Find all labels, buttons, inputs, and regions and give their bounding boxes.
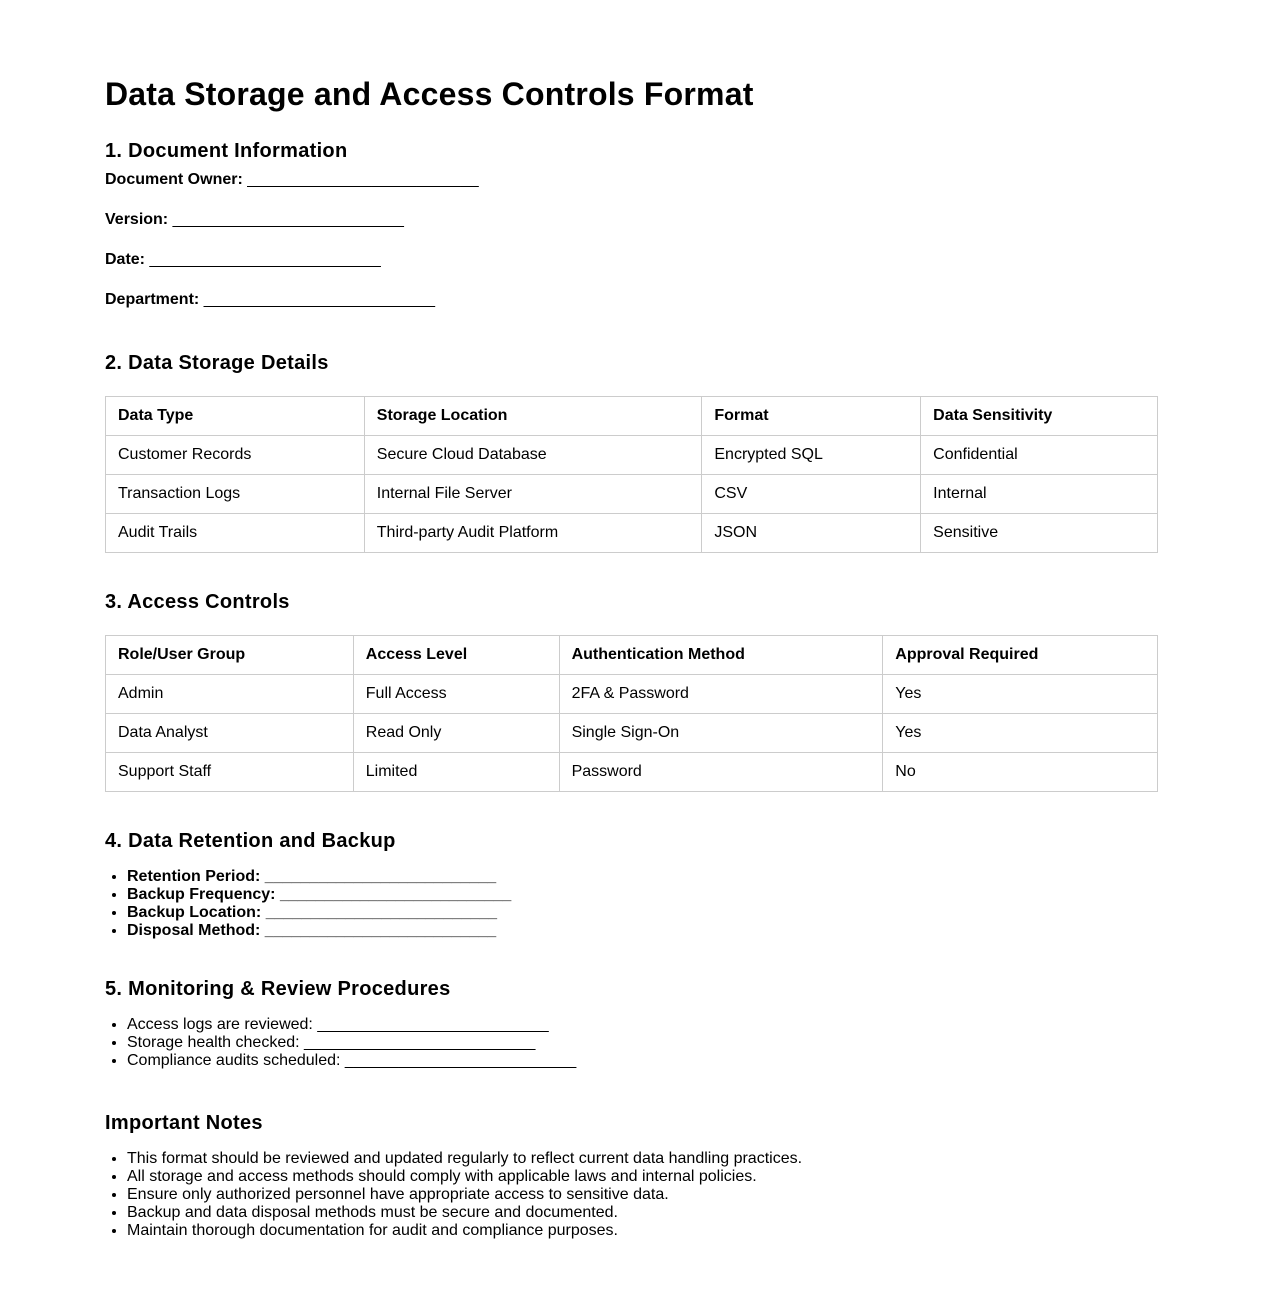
table-row: [106, 436, 1158, 475]
department-label: Department:: [105, 291, 200, 308]
compliance-audits-label: Compliance audits scheduled:: [127, 1052, 341, 1069]
storage-health-label: Storage health checked:: [127, 1034, 300, 1051]
access-controls-table: [105, 635, 1158, 792]
retention-period-blank[interactable]: __________________________: [264, 868, 497, 885]
table-cell: Internal: [921, 475, 1158, 514]
table-cell: Third-party Audit Platform: [364, 514, 702, 553]
important-notes-list: [105, 1150, 1158, 1240]
document-information-fields: [105, 170, 1158, 310]
compliance-audits-blank[interactable]: __________________________: [344, 1052, 577, 1069]
document-page: [105, 70, 1158, 1240]
document-owner-label: Document Owner:: [105, 171, 243, 188]
table-cell: Transaction Logs: [106, 475, 365, 514]
document-owner-blank[interactable]: __________________________: [247, 171, 479, 188]
version-field[interactable]: [105, 210, 1158, 230]
date-blank[interactable]: __________________________: [149, 251, 381, 268]
column-header: Role/User Group: [106, 636, 354, 675]
department-field[interactable]: [105, 290, 1158, 310]
important-notes-heading: Important Notes: [105, 1112, 263, 1134]
storage-health-blank[interactable]: __________________________: [304, 1034, 536, 1051]
section-data-storage-heading: 2. Data Storage Details: [105, 352, 329, 374]
backup-location-blank[interactable]: __________________________: [265, 904, 498, 921]
list-item: • All storage and access methods should comply with applicable laws and internal policies.: [127, 1168, 1158, 1186]
disposal-method-blank[interactable]: __________________________: [264, 922, 497, 939]
table-cell: Secure Cloud Database: [364, 436, 702, 475]
version-label: Version:: [105, 211, 169, 228]
list-item: • Backup and data disposal methods must be secure and documented.: [127, 1204, 1158, 1222]
column-header: Storage Location: [364, 397, 702, 436]
retention-backup-list: [105, 868, 1158, 940]
column-header: Authentication Method: [559, 636, 883, 675]
table-cell: Admin: [106, 675, 354, 714]
retention-period-label: Retention Period:: [127, 868, 261, 885]
column-header: Data Type: [106, 397, 365, 436]
table-row: [106, 475, 1158, 514]
document-owner-field[interactable]: [105, 170, 1158, 190]
column-header: Data Sensitivity: [921, 397, 1158, 436]
date-label: Date:: [105, 251, 146, 268]
table-row: [106, 514, 1158, 553]
table-cell: JSON: [702, 514, 921, 553]
table-cell: Internal File Server: [364, 475, 702, 514]
department-blank[interactable]: __________________________: [203, 291, 436, 308]
table-cell: Data Analyst: [106, 714, 354, 753]
list-item: • This format should be reviewed and updated regularly to reflect current data handling practices.: [127, 1150, 1158, 1168]
column-header: Access Level: [353, 636, 559, 675]
list-item: • Ensure only authorized personnel have appropriate access to sensitive data.: [127, 1186, 1158, 1204]
data-storage-table: [105, 396, 1158, 553]
table-cell: Full Access: [353, 675, 559, 714]
backup-frequency-label: Backup Frequency:: [127, 886, 276, 903]
monitoring-review-list: [105, 1016, 1158, 1070]
table-cell: Confidential: [921, 436, 1158, 475]
table-cell: Support Staff: [106, 753, 354, 792]
section-monitoring-review-heading: 5. Monitoring & Review Procedures: [105, 978, 451, 1000]
list-item[interactable]: [127, 904, 1158, 922]
table-cell: CSV: [702, 475, 921, 514]
table-cell: Password: [559, 753, 883, 792]
list-item[interactable]: [127, 1034, 1158, 1052]
table-cell: 2FA & Password: [559, 675, 883, 714]
table-cell: Single Sign-On: [559, 714, 883, 753]
table-cell: Yes: [883, 714, 1158, 753]
table-cell: Customer Records: [106, 436, 365, 475]
access-logs-blank[interactable]: __________________________: [317, 1016, 549, 1033]
version-blank[interactable]: __________________________: [172, 211, 404, 228]
disposal-method-label: Disposal Method:: [127, 922, 261, 939]
column-header: Format: [702, 397, 921, 436]
table-row: [106, 753, 1158, 792]
table-header-row: [106, 636, 1158, 675]
table-row: [106, 714, 1158, 753]
list-item[interactable]: [127, 868, 1158, 886]
table-row: [106, 675, 1158, 714]
table-cell: Limited: [353, 753, 559, 792]
table-cell: Audit Trails: [106, 514, 365, 553]
table-cell: Sensitive: [921, 514, 1158, 553]
table-cell: Encrypted SQL: [702, 436, 921, 475]
table-cell: Read Only: [353, 714, 559, 753]
page-title: Data Storage and Access Controls Format: [105, 76, 754, 112]
table-cell: Yes: [883, 675, 1158, 714]
access-logs-label: Access logs are reviewed:: [127, 1016, 313, 1033]
list-item[interactable]: [127, 1052, 1158, 1070]
table-cell: No: [883, 753, 1158, 792]
table-header-row: [106, 397, 1158, 436]
list-item[interactable]: [127, 886, 1158, 904]
list-item: • Maintain thorough documentation for audit and compliance purposes.: [127, 1222, 1158, 1240]
list-item[interactable]: [127, 922, 1158, 940]
list-item[interactable]: [127, 1016, 1158, 1034]
date-field[interactable]: [105, 250, 1158, 270]
column-header: Approval Required: [883, 636, 1158, 675]
backup-location-label: Backup Location:: [127, 904, 262, 921]
section-retention-backup-heading: 4. Data Retention and Backup: [105, 830, 396, 852]
section-document-information-heading: 1. Document Information: [105, 140, 348, 162]
backup-frequency-blank[interactable]: __________________________: [279, 886, 512, 903]
section-access-controls-heading: 3. Access Controls: [105, 591, 290, 613]
